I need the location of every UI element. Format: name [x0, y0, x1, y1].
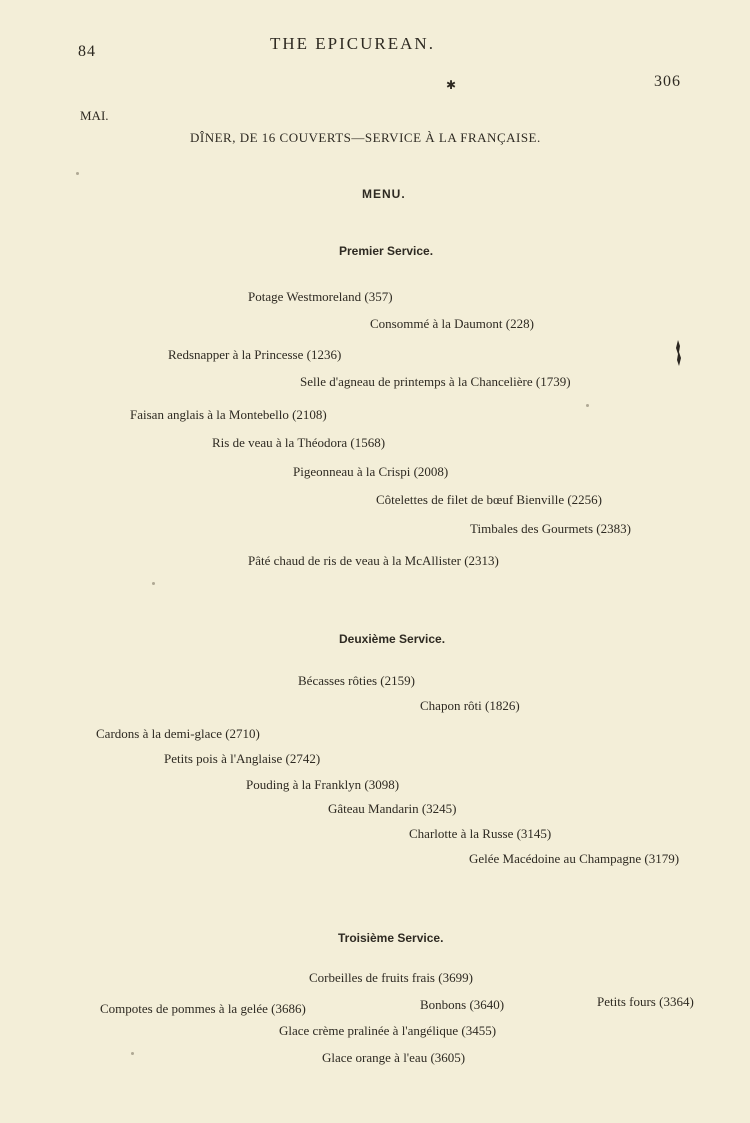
- menu-item: Faisan anglais à la Montebello (2108): [130, 407, 327, 422]
- paper-speck: [586, 404, 589, 407]
- ink-blot-icon: [676, 340, 681, 366]
- ornament-icon: ✱: [446, 78, 457, 92]
- menu-item: Cardons à la demi-glace (2710): [96, 726, 260, 741]
- menu-item: Bonbons (3640): [420, 997, 505, 1012]
- menu-item: Compotes de pommes à la gelée (3686): [100, 1001, 306, 1016]
- menu-item: Gelée Macédoine au Champagne (3179): [469, 851, 680, 866]
- menu-item: Bécasses rôties (2159): [298, 673, 415, 688]
- menu-item: Glace orange à l'eau (3605): [322, 1050, 466, 1065]
- menu-item: Ris de veau à la Théodora (1568): [212, 435, 386, 450]
- menu-item: Redsnapper à la Princesse (1236): [168, 347, 342, 362]
- paper-speck: [76, 172, 79, 175]
- dinner-title: DÎNER, DE 16 COUVERTS—SERVICE À LA FRANÇAISE.: [190, 130, 541, 145]
- page-number-left: 84: [78, 43, 96, 60]
- paper-speck: [131, 1052, 134, 1055]
- month-label: MAI.: [80, 108, 109, 123]
- menu-item: Charlotte à la Russe (3145): [409, 826, 552, 841]
- menu-heading: MENU.: [362, 187, 406, 201]
- menu-item: Potage Westmoreland (357): [248, 289, 393, 304]
- menu-item: Selle d'agneau de printemps à la Chancelière (1739): [300, 374, 571, 389]
- page-number-right: 306: [654, 73, 681, 90]
- menu-item: Consommé à la Daumont (228): [370, 316, 534, 331]
- menu-item: Corbeilles de fruits frais (3699): [309, 970, 473, 985]
- section-title-troisieme: Troisième Service.: [338, 931, 444, 945]
- running-title: THE EPICUREAN.: [270, 34, 435, 53]
- menu-item: Pigeonneau à la Crispi (2008): [293, 464, 449, 479]
- menu-item: Gâteau Mandarin (3245): [328, 801, 457, 816]
- section-title-deuxieme: Deuxième Service.: [339, 632, 446, 646]
- section-title-premier: Premier Service.: [339, 244, 434, 258]
- menu-item: Petits pois à l'Anglaise (2742): [164, 751, 321, 766]
- menu-item: Timbales des Gourmets (2383): [470, 521, 631, 536]
- menu-item: Pâté chaud de ris de veau à la McAllister (2313): [248, 553, 499, 568]
- menu-item: Petits fours (3364): [597, 994, 694, 1009]
- menu-item: Pouding à la Franklyn (3098): [246, 777, 400, 792]
- menu-item: Chapon rôti (1826): [420, 698, 520, 713]
- menu-item: Glace crème pralinée à l'angélique (3455): [279, 1023, 497, 1038]
- paper-speck: [152, 582, 155, 585]
- menu-item: Côtelettes de filet de bœuf Bienville (2256): [376, 492, 602, 507]
